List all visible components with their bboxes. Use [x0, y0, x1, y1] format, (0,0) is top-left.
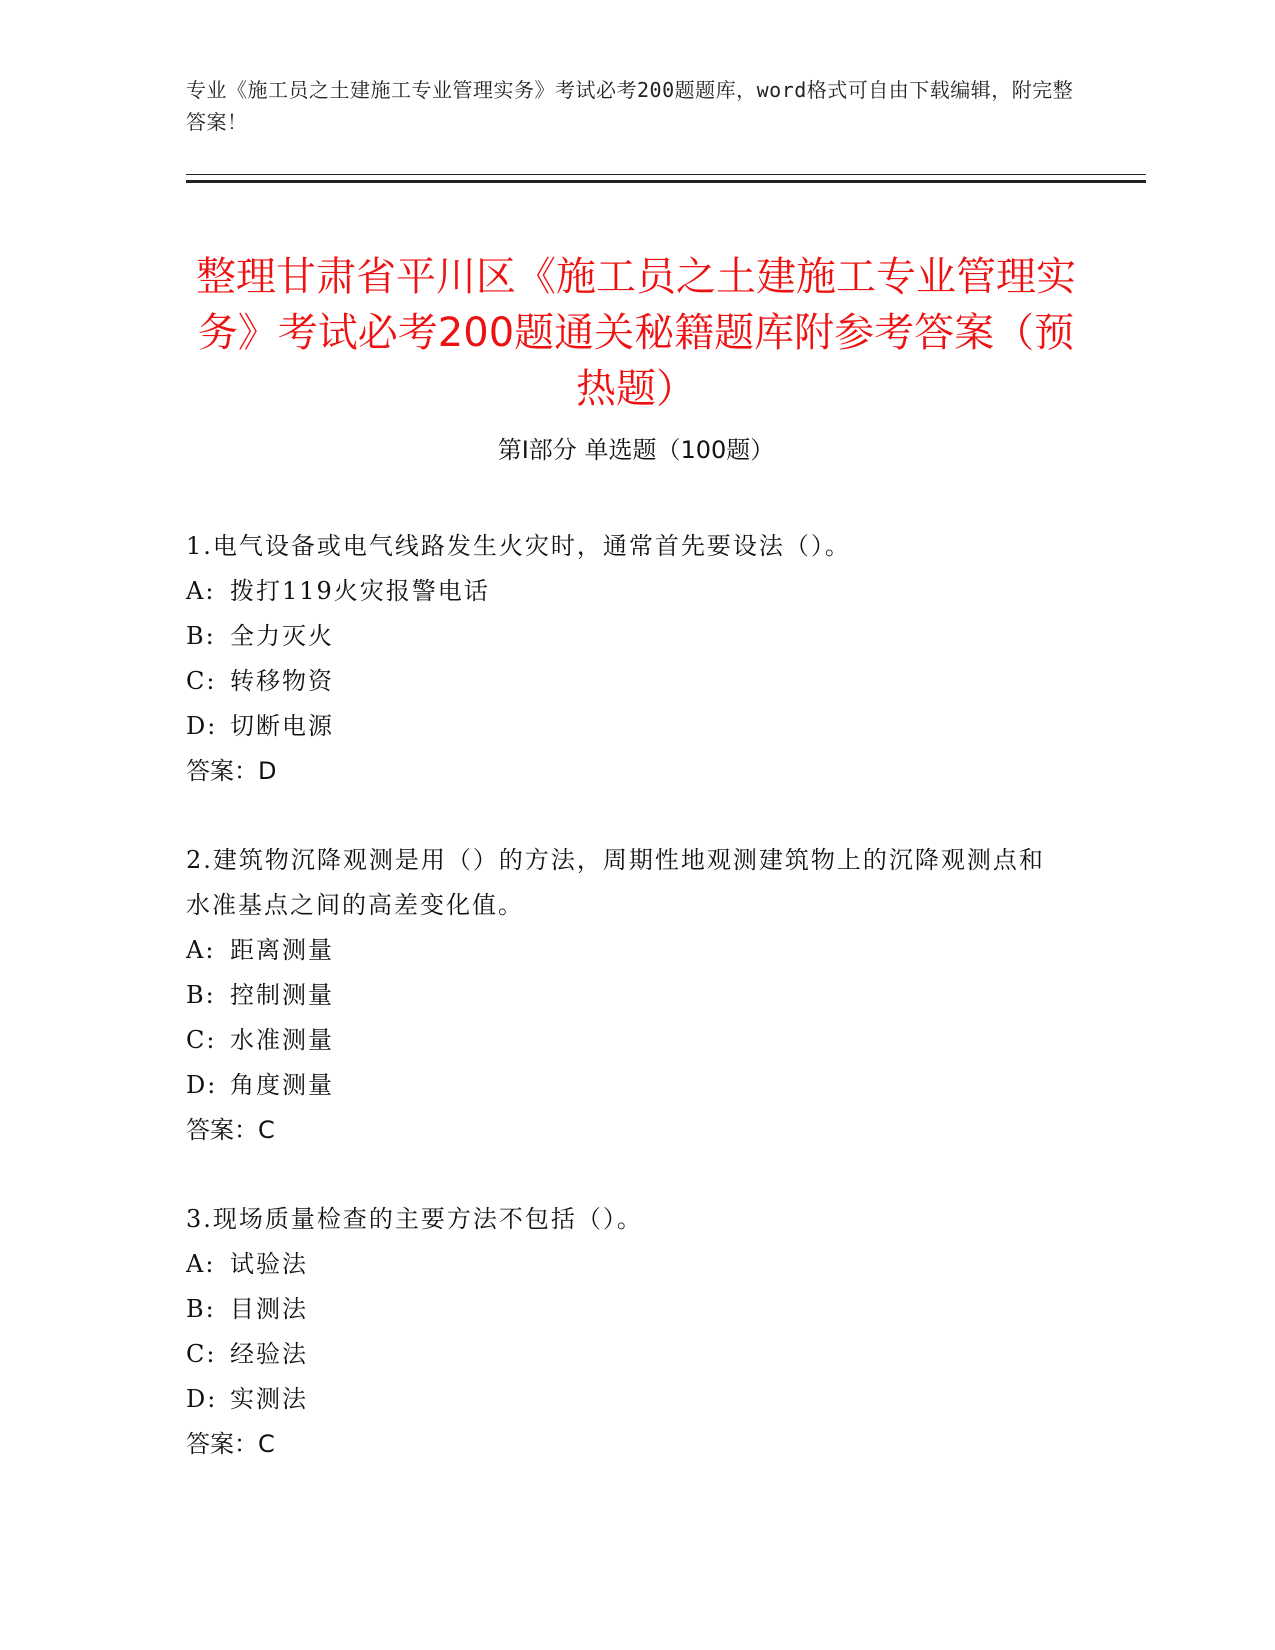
option-c — [186, 1018, 1066, 1063]
section-heading: 第I部分 单选题（100题） — [497, 436, 775, 464]
option-text: 全力灭火 — [230, 622, 334, 650]
option-text: 切断电源 — [230, 712, 334, 740]
option-text: 试验法 — [230, 1250, 308, 1278]
option-letter: C: — [186, 1340, 217, 1368]
option-letter: A: — [186, 1250, 216, 1278]
answer-value: D — [258, 757, 277, 785]
option-b — [186, 973, 1066, 1018]
answer-prefix: 答案： — [186, 1116, 258, 1144]
option-a — [186, 928, 1066, 973]
option-text: 控制测量 — [230, 981, 334, 1009]
option-b — [186, 614, 1066, 659]
option-letter: D: — [186, 712, 218, 740]
option-letter: D: — [186, 1385, 218, 1413]
option-text: 转移物资 — [230, 667, 334, 695]
option-text: 拨打119火灾报警电话 — [230, 577, 490, 605]
option-b — [186, 1287, 1066, 1332]
option-letter: B: — [186, 622, 216, 650]
option-text: 水准测量 — [230, 1026, 334, 1054]
answer-line — [186, 1422, 1066, 1467]
option-letter: B: — [186, 1295, 216, 1323]
option-letter: A: — [186, 577, 216, 605]
option-c — [186, 1332, 1066, 1377]
option-c — [186, 659, 1066, 704]
header-divider-thin — [186, 174, 1146, 175]
answer-line — [186, 749, 1066, 794]
question-3 — [186, 1197, 1066, 1467]
question-stem: 2.建筑物沉降观测是用（）的方法，周期性地观测建筑物上的沉降观测点和水准基点之间的高差变化值。 — [186, 846, 1045, 919]
option-a — [186, 569, 1066, 614]
option-d — [186, 1377, 1066, 1422]
answer-value: C — [258, 1116, 275, 1144]
option-text: 经验法 — [230, 1340, 308, 1368]
option-text: 目测法 — [230, 1295, 308, 1323]
document-title: 整理甘肃省平川区《施工员之土建施工专业管理实务》考试必考200题通关秘籍题库附参考答案（预热题） — [196, 253, 1076, 412]
question-2 — [186, 838, 1066, 1153]
option-letter: C: — [186, 667, 217, 695]
option-d — [186, 1063, 1066, 1108]
answer-line — [186, 1108, 1066, 1153]
option-letter: C: — [186, 1026, 217, 1054]
question-stem: 3.现场质量检查的主要方法不包括（）。 — [186, 1205, 643, 1233]
option-letter: D: — [186, 1071, 218, 1099]
header-note: 专业《施工员之土建施工专业管理实务》考试必考200题题库，word格式可自由下载编辑，附完整答案！ — [186, 78, 1074, 134]
question-1 — [186, 524, 1066, 794]
option-letter: B: — [186, 981, 216, 1009]
option-d — [186, 704, 1066, 749]
question-list — [186, 524, 1066, 1511]
option-letter: A: — [186, 936, 216, 964]
option-text: 距离测量 — [230, 936, 334, 964]
question-stem: 1.电气设备或电气线路发生火灾时，通常首先要设法（）。 — [186, 532, 851, 560]
option-text: 角度测量 — [230, 1071, 334, 1099]
answer-value: C — [258, 1430, 275, 1458]
header-divider-thick — [186, 180, 1146, 183]
option-a — [186, 1242, 1066, 1287]
answer-prefix: 答案： — [186, 757, 258, 785]
option-text: 实测法 — [230, 1385, 308, 1413]
answer-prefix: 答案： — [186, 1430, 258, 1458]
